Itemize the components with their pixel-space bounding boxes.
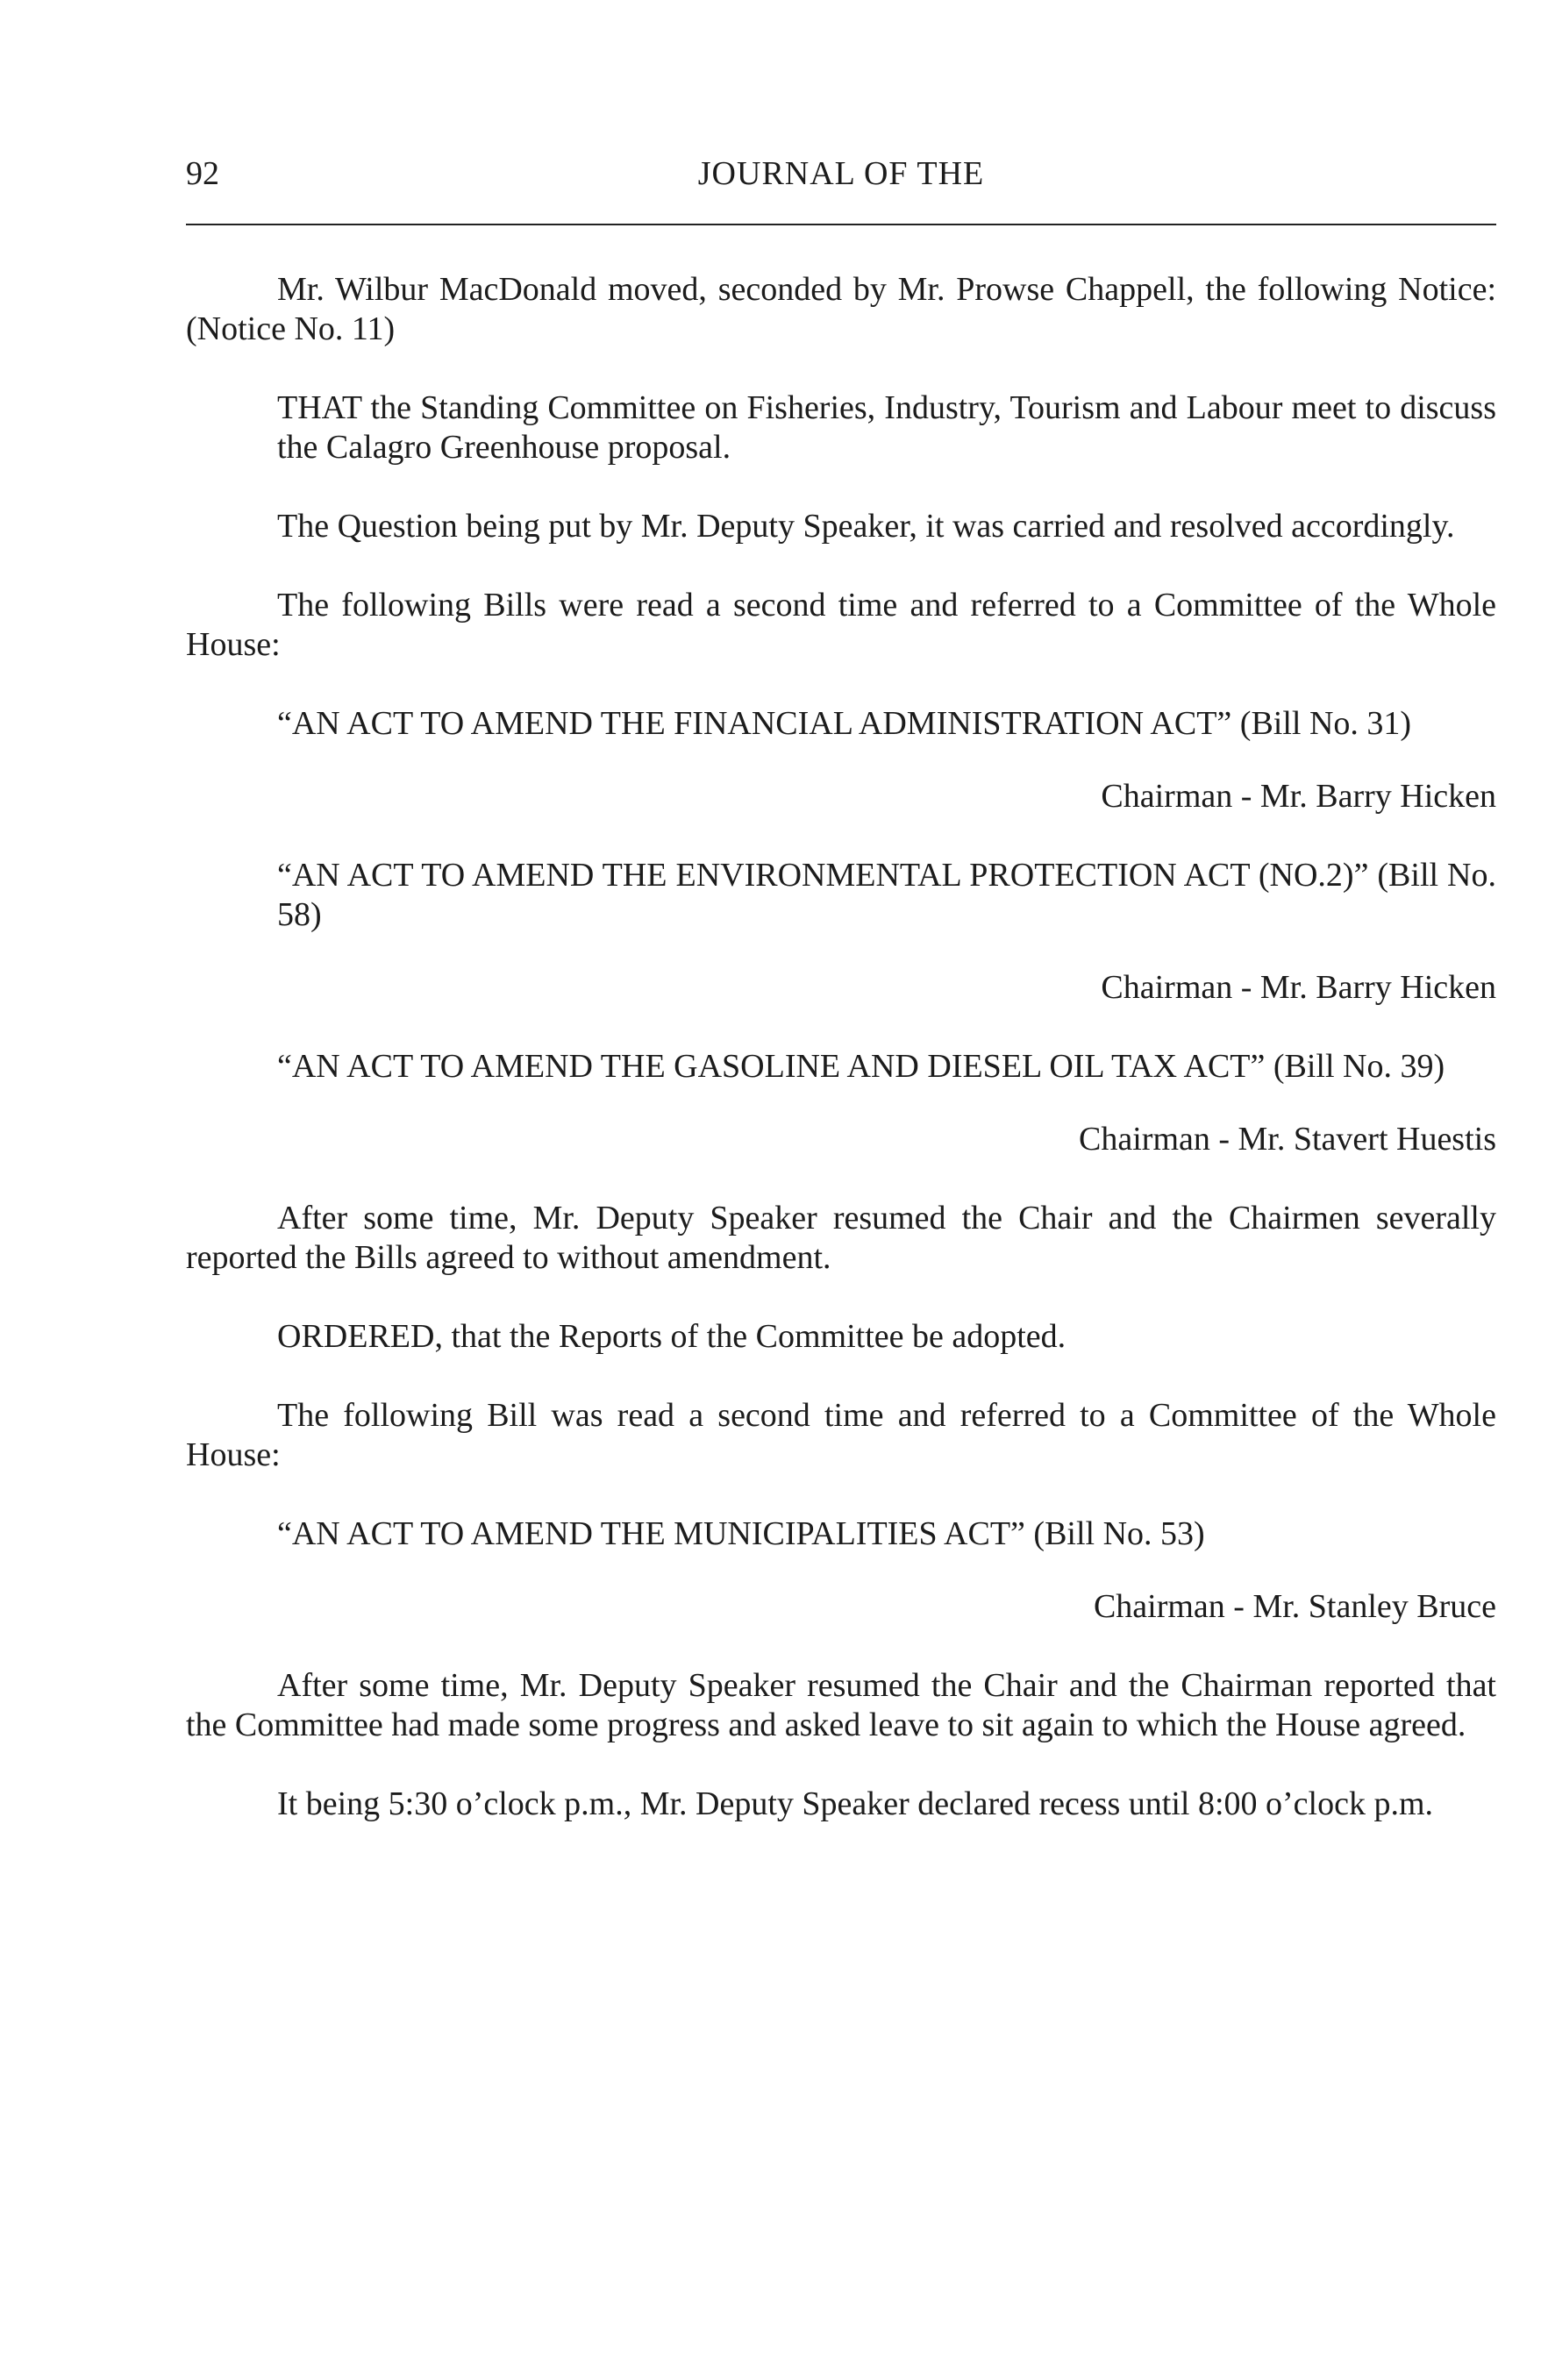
journal-body [186,270,1496,1824]
chairman-line: Chairman - Mr. Stanley Bruce [1093,1588,1496,1625]
bills-second-reading-paragraph: The following Bills were read a second time and referred to a Committee of the Whole House: [186,587,1496,663]
recess-paragraph: It being 5:30 o’clock p.m., Mr. Deputy Speaker declared recess until 8:00 o’clock p.m. [277,1785,1434,1822]
question-result-paragraph: The Question being put by Mr. Deputy Speaker, it was carried and resolved accordingly. [277,508,1455,545]
notice-motion-paragraph: Mr. Wilbur MacDonald moved, seconded by Mr. Prowse Chappell, the following Notice: (Notice No. 11) [186,271,1496,347]
bill-title: “AN ACT TO AMEND THE FINANCIAL ADMINISTRATION ACT” (Bill No. 31) [277,705,1412,742]
chairman-line: Chairman - Mr. Barry Hicken [1101,969,1496,1006]
bill-title: “AN ACT TO AMEND THE MUNICIPALITIES ACT” (Bill No. 53) [277,1515,1205,1552]
running-head: JOURNAL OF THE [697,155,985,192]
committee-report-paragraph: After some time, Mr. Deputy Speaker resumed the Chair and the Chairmen severally reported the Bills agreed to without amendment. [186,1200,1496,1276]
bill-second-reading-paragraph: The following Bill was read a second time and referred to a Committee of the Whole House: [186,1397,1496,1473]
bill-title: “AN ACT TO AMEND THE ENVIRONMENTAL PROTECTION ACT (NO.2)” (Bill No. 58) [277,857,1496,933]
chairman-line: Chairman - Mr. Barry Hicken [1101,778,1496,815]
notice-text: THAT the Standing Committee on Fisheries, Industry, Tourism and Labour meet to discuss the Calagro Greenhouse proposal. [277,389,1496,466]
chairman-line: Chairman - Mr. Stavert Huestis [1079,1121,1496,1158]
ordered-paragraph: ORDERED, that the Reports of the Committee be adopted. [277,1318,1066,1355]
page-number: 92 [186,155,219,192]
progress-report-paragraph: After some time, Mr. Deputy Speaker resumed the Chair and the Chairman reported that the Committee had made some progress and asked leave to sit again to which the House agreed. [186,1667,1496,1743]
bill-title: “AN ACT TO AMEND THE GASOLINE AND DIESEL OIL TAX ACT” (Bill No. 39) [277,1048,1445,1085]
header-rule [186,224,1496,225]
page-header [186,151,1496,196]
